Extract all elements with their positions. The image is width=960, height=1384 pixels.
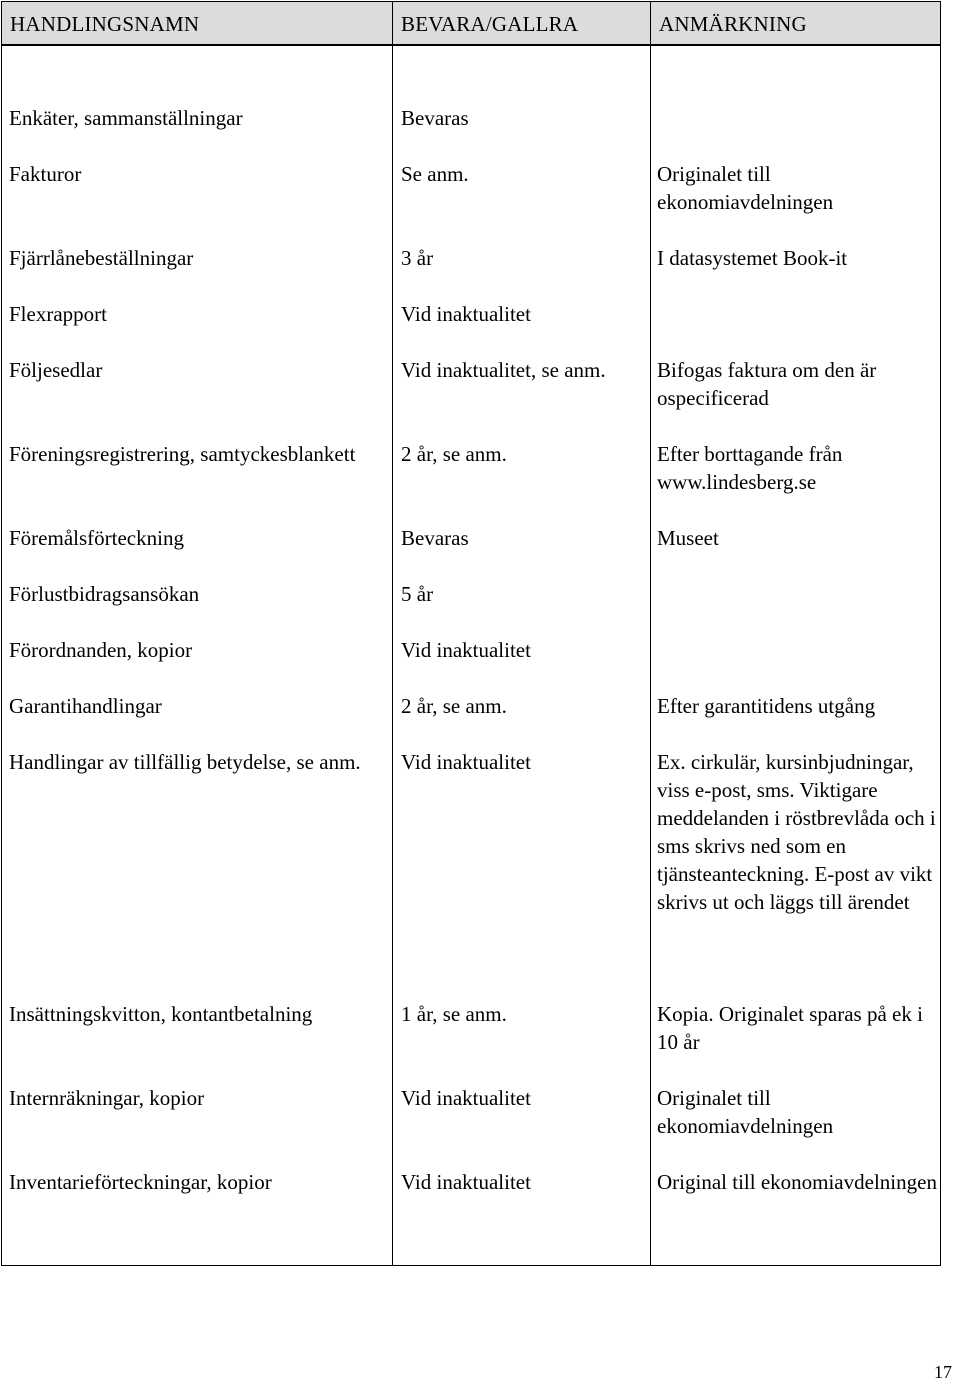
cell-retention: Se anm. [401, 162, 469, 186]
cell-retention: 3 år [401, 246, 434, 270]
cell-name: Föremålsförteckning [9, 526, 184, 550]
retention-table [1, 1, 941, 1266]
cell-name: Enkäter, sammanställningar [9, 106, 243, 130]
cell-name: Flexrapport [9, 302, 107, 326]
cell-remark: Bifogas faktura om den är ospecificerad [657, 358, 877, 410]
header-anmarkning: ANMÄRKNING [659, 12, 807, 36]
cell-name: Fakturor [9, 162, 82, 186]
cell-retention: Bevaras [401, 106, 469, 130]
cell-name: Följesedlar [9, 358, 103, 382]
cell-retention: Vid inaktualitet [401, 302, 531, 326]
cell-remark: I datasystemet Book-it [657, 246, 848, 270]
cell-retention: Vid inaktualitet, se anm. [401, 358, 606, 382]
cell-retention: 1 år, se anm. [401, 1002, 507, 1026]
cell-remark: Efter garantitidens utgång [657, 694, 876, 718]
cell-name: Insättningskvitton, kontantbetalning [9, 1002, 313, 1026]
page-number: 17 [934, 1362, 952, 1382]
cell-retention: Vid inaktualitet [401, 638, 531, 662]
cell-name: Förlustbidragsansökan [9, 582, 200, 606]
cell-name: Föreningsregistrering, samtyckesblankett [9, 442, 356, 466]
column-divider [392, 46, 393, 1265]
cell-retention: Vid inaktualitet [401, 1086, 531, 1110]
cell-name: Handlingar av tillfällig betydelse, se anm. [9, 750, 361, 774]
cell-name: Förordnanden, kopior [9, 638, 193, 662]
cell-retention: 2 år, se anm. [401, 694, 507, 718]
cell-remark: Efter borttagande från www.lindesberg.se [657, 442, 843, 494]
column-divider [650, 46, 651, 1265]
cell-remark: Kopia. Originalet sparas på ek i 10 år [657, 1002, 923, 1054]
cell-remark: Originalet till ekonomiavdelningen [657, 162, 834, 214]
cell-retention: 2 år, se anm. [401, 442, 507, 466]
cell-remark: Museet [657, 526, 719, 550]
cell-remark: Original till ekonomiavdelningen [657, 1170, 937, 1194]
cell-name: Inventarieförteckningar, kopior [9, 1170, 272, 1194]
cell-name: Fjärrlånebeställningar [9, 246, 194, 270]
cell-remark: Originalet till ekonomiavdelningen [657, 1086, 834, 1138]
cell-retention: 5 år [401, 582, 434, 606]
cell-name: Internräkningar, kopior [9, 1086, 205, 1110]
cell-name: Garantihandlingar [9, 694, 162, 718]
cell-remark: Ex. cirkulär, kursinbjudningar, viss e-post, sms. Viktigare meddelanden i röstbrevlåda och i sms skrivs ned som en tjänsteanteckning. E-post av vikt skrivs ut och läggs till ärendet [657, 750, 936, 914]
cell-retention: Vid inaktualitet [401, 750, 531, 774]
table-header [2, 2, 940, 46]
header-bevara-gallra: BEVARA/GALLRA [393, 2, 651, 44]
header-handlingsnamn: HANDLINGSNAMN [2, 2, 393, 44]
cell-retention: Bevaras [401, 526, 469, 550]
cell-retention: Vid inaktualitet [401, 1170, 531, 1194]
